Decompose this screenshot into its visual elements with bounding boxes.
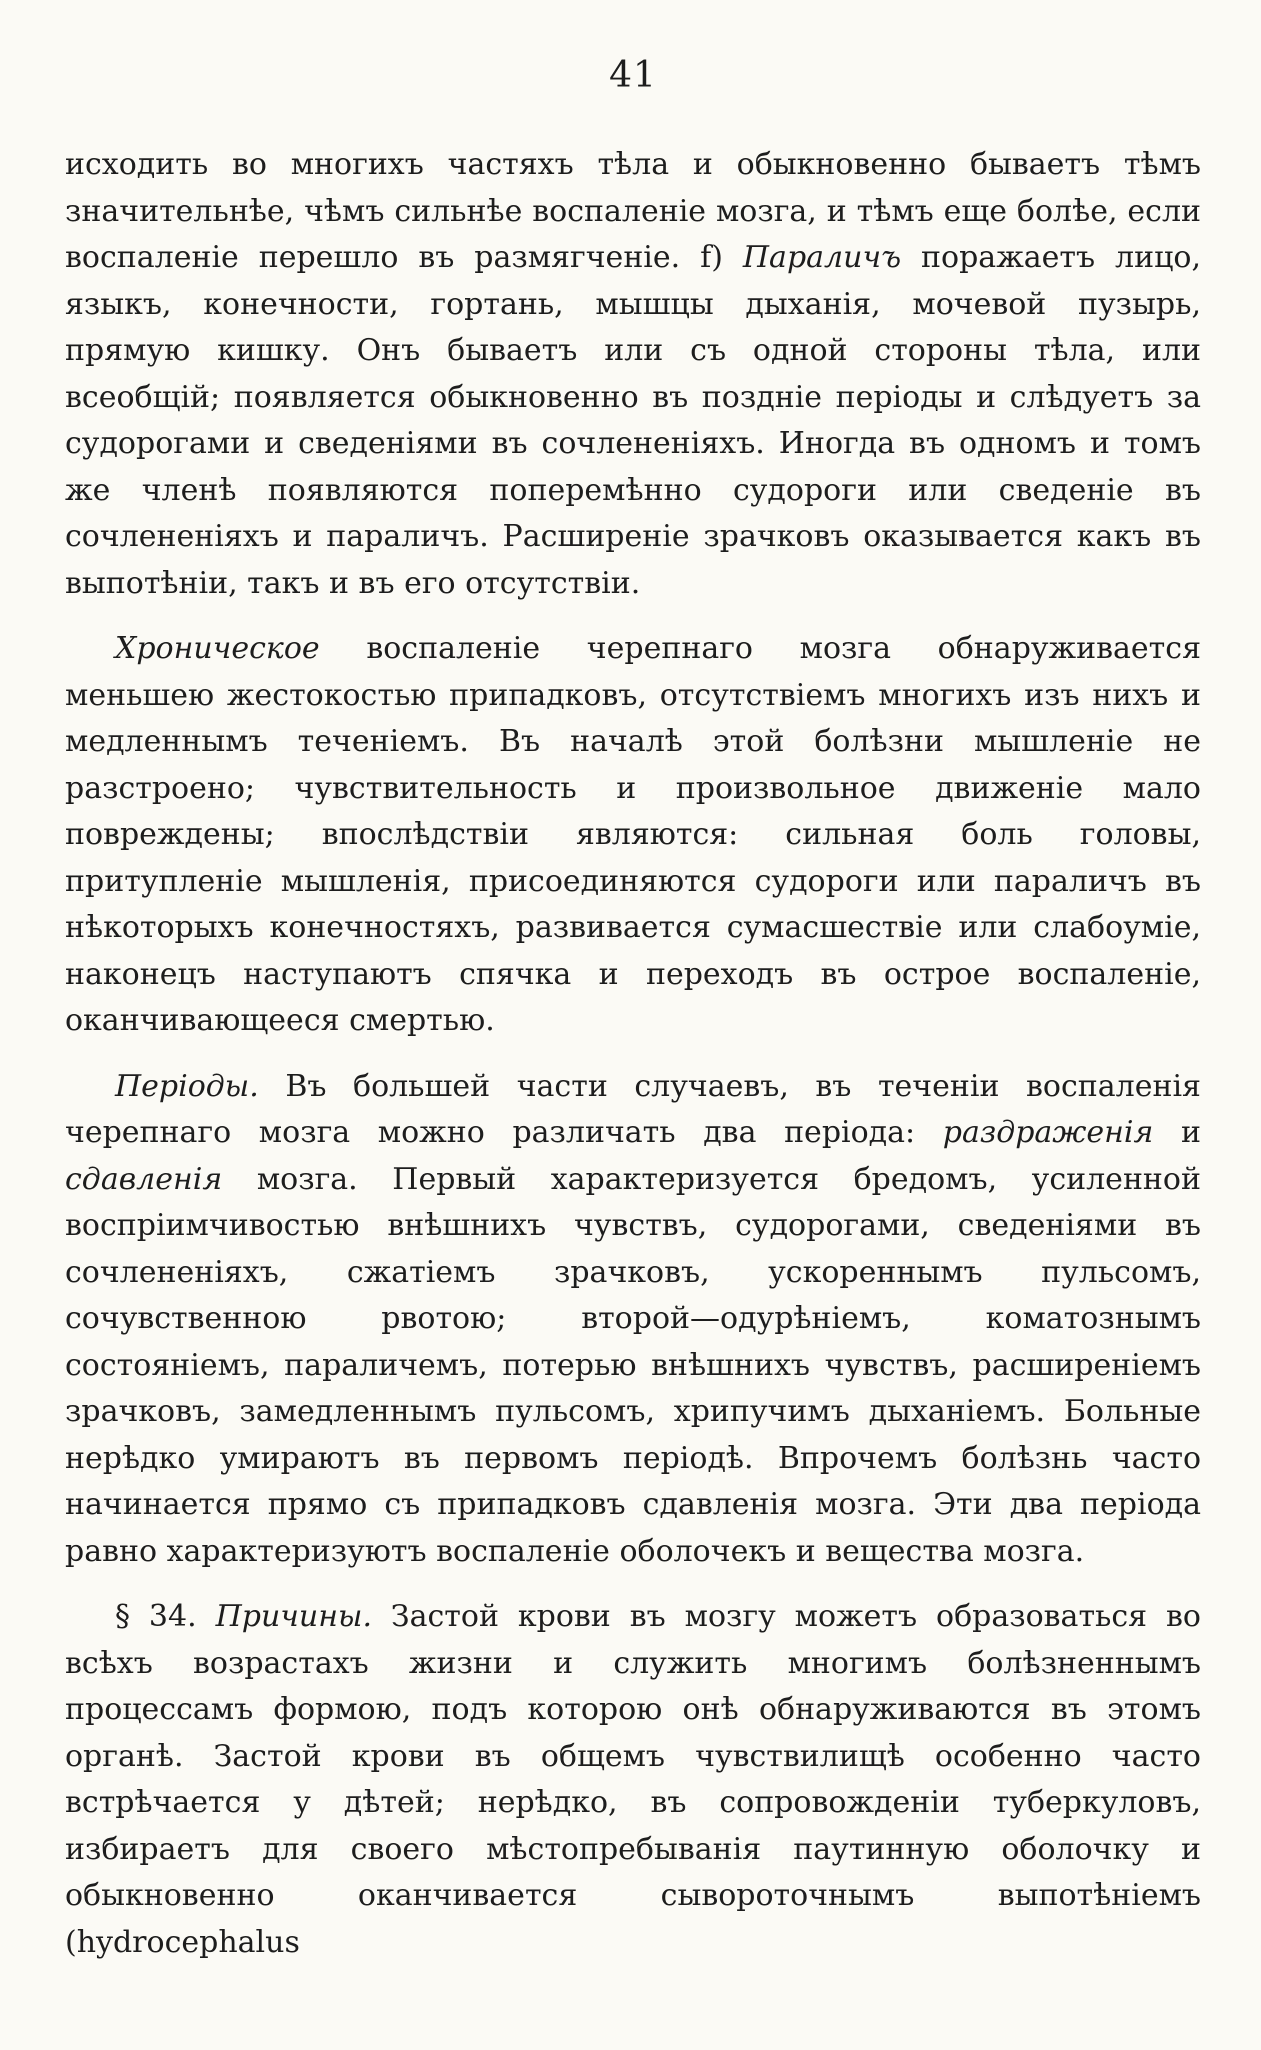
italic-term: Параличъ [742,240,902,275]
text-run: исходить во многихъ частяхъ тѣла и обыкновенно бываетъ тѣмъ значительнѣе, чѣмъ сильнѣе воспаленіе мозга, и тѣмъ еще болѣе, если воспаленіе перешло въ размягченіе. f) [65,147,1201,275]
text-run: и [1153,1115,1201,1150]
italic-term: раздраженія [942,1115,1154,1150]
text-run: § 34. [115,1599,216,1634]
italic-term: Періоды. [115,1068,259,1104]
page-body [65,142,1201,1966]
book-page [65,56,1201,1966]
text-run: поражаетъ лицо, языкъ, конечности, гортань, мышцы дыханія, мочевой пузырь, прямую кишку. Онъ бываетъ или съ одной стороны тѣла, или всеобщій; появляется обыкновенно въ поздніе періоды и слѣдуетъ за судорогами и сведеніями въ сочлененіяхъ. Иногда въ одномъ и томъ же членѣ появляются поперемѣнно судороги или сведеніе въ сочлененіяхъ и параличъ. Расширеніе зрачковъ оказывается какъ въ выпотѣніи, такъ и въ его отсутствіи. [65,240,1201,601]
paragraph [65,1064,1201,1576]
text-run: Застой крови въ мозгу можетъ образоваться во всѣхъ возрастахъ жизни и служить многимъ болѣзненнымъ процессамъ формою, подъ которою онѣ обнаруживаются въ этомъ органѣ. Застой крови въ общемъ чувствилищѣ особенно часто встрѣчается у дѣтей; нерѣдко, въ сопровожденіи туберкуловъ, избираетъ для своего мѣстопребыванія паутинную оболочку и обыкновенно оканчивается сывороточнымъ выпотѣніемъ (hydrocephalus [65,1599,1201,1960]
text-run: воспаленіе черепнаго мозга обнаруживается меньшею жестокостью припадковъ, отсутствіемъ многихъ изъ нихъ и медленнымъ теченіемъ. Въ началѣ этой болѣзни мышленіе не разстроено; чувствительность и произвольное движеніе мало повреждены; впослѣдствіи являются: сильная боль головы, притупленіе мышленія, присоединяются судороги или параличъ въ нѣкоторыхъ конечностяхъ, развивается сумасшествіе или слабоуміе, наконецъ наступаютъ спячка и переходъ въ острое воспаленіе, оканчивающееся смертью. [65,631,1201,1038]
text-run: Въ большей части случаевъ, въ теченіи воспаленія черепнаго мозга можно различать два періода: [65,1068,1201,1150]
text-run: мозга. Первый характеризуется бредомъ, усиленной воспріимчивостью внѣшнихъ чувствъ, судорогами, сведеніями въ сочлененіяхъ, сжатіемъ зрачковъ, ускореннымъ пульсомъ, сочувственною рвотою; второй—одурѣніемъ, коматознымъ состояніемъ, параличемъ, потерью внѣшнихъ чувствъ, расширеніемъ зрачковъ, замедленнымъ пульсомъ, хрипучимъ дыханіемъ. Больные нерѣдко умираютъ въ первомъ періодѣ. Впрочемъ болѣзнь часто начинается прямо съ припадковъ сдавленія мозга. Эти два періода равно характеризуютъ воспаленіе оболочекъ и вещества мозга. [65,1161,1201,1569]
paragraph [65,142,1201,607]
paragraph [65,1594,1201,1966]
italic-term: Причины. [215,1599,372,1634]
page-number: 41 [609,55,657,96]
italic-term: Хроническое [115,631,320,666]
italic-term: сдавленія [65,1161,223,1197]
paragraph [65,626,1201,1045]
